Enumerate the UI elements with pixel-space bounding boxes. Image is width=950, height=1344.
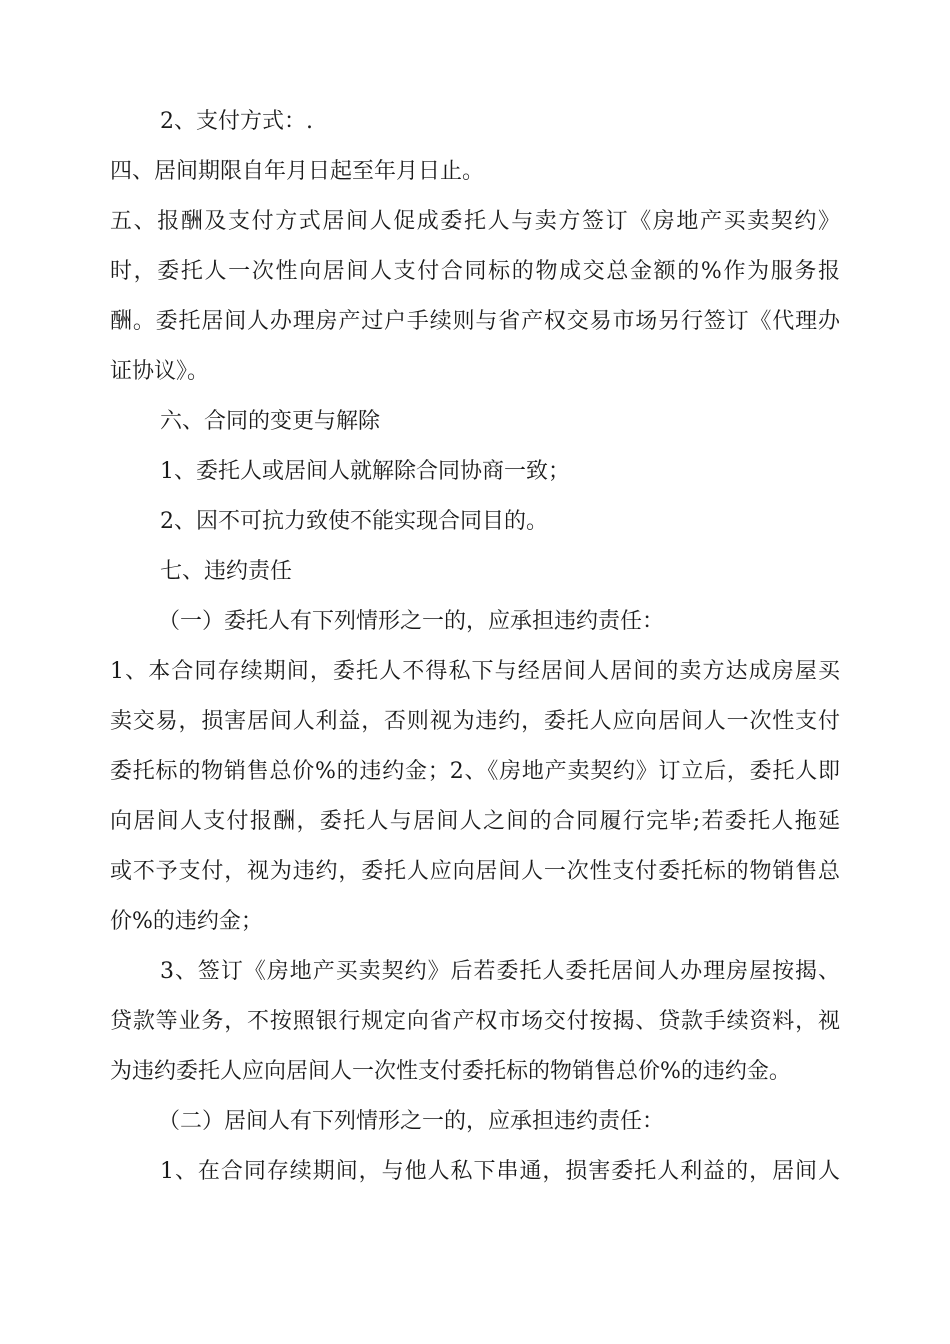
clause-1-line-1: 1、本合同存续期间，委托人不得私下与经居间人居间的卖方达成房屋买 (110, 659, 840, 684)
section-five-line-4: 证协议》。 (110, 359, 210, 384)
section-seven-heading: 七、违约责任 (160, 559, 293, 584)
section-five-line-1: 五、报酬及支付方式居间人促成委托人与卖方签订《房地产买卖契约》 (110, 209, 840, 234)
broker-clause-1-line-1: 1、在合同存续期间，与他人私下串通，损害委托人利益的，居间人 (160, 1159, 840, 1184)
section-seven-sub-two: （二）居间人有下列情形之一的，应承担违约责任： (158, 1109, 665, 1134)
clause-3-line-3: 为违约委托人应向居间人一次性支付委托标的物销售总价%的违约金。 (110, 1059, 791, 1084)
section-five-line-3: 酬。委托居间人办理房产过户手续则与省产权交易市场另行签订《代理办 (110, 309, 840, 334)
clause-1-line-5: 或不予支付，视为违约，委托人应向居间人一次性支付委托标的物销售总 (110, 859, 840, 884)
payment-method-line: 2、支付方式：. (160, 109, 313, 134)
section-four-line: 四、居间期限自年月日起至年月日止。 (110, 159, 485, 184)
clause-1-line-3: 委托标的物销售总价%的违约金；2、《房地产卖契约》订立后，委托人即 (110, 759, 840, 784)
clause-1-line-2: 卖交易，损害居间人利益，否则视为违约，委托人应向居间人一次性支付 (110, 709, 840, 734)
section-six-item-1: 1、委托人或居间人就解除合同协商一致； (160, 459, 570, 484)
section-five-line-2: 时，委托人一次性向居间人支付合同标的物成交总金额的%作为服务报 (110, 259, 840, 284)
clause-3-line-2: 贷款等业务，不按照银行规定向省产权市场交付按揭、贷款手续资料，视 (110, 1009, 840, 1034)
clause-1-line-6: 价%的违约金； (110, 909, 263, 934)
clause-1-line-4: 向居间人支付报酬，委托人与居间人之间的合同履行完毕;若委托人拖延 (110, 809, 840, 834)
section-seven-sub-one: （一）委托人有下列情形之一的，应承担违约责任： (158, 609, 665, 634)
section-six-item-2: 2、因不可抗力致使不能实现合同目的。 (160, 509, 548, 534)
clause-3-line-1: 3、签订《房地产买卖契约》后若委托人委托居间人办理房屋按揭、 (160, 959, 840, 984)
section-six-heading: 六、合同的变更与解除 (160, 409, 381, 434)
